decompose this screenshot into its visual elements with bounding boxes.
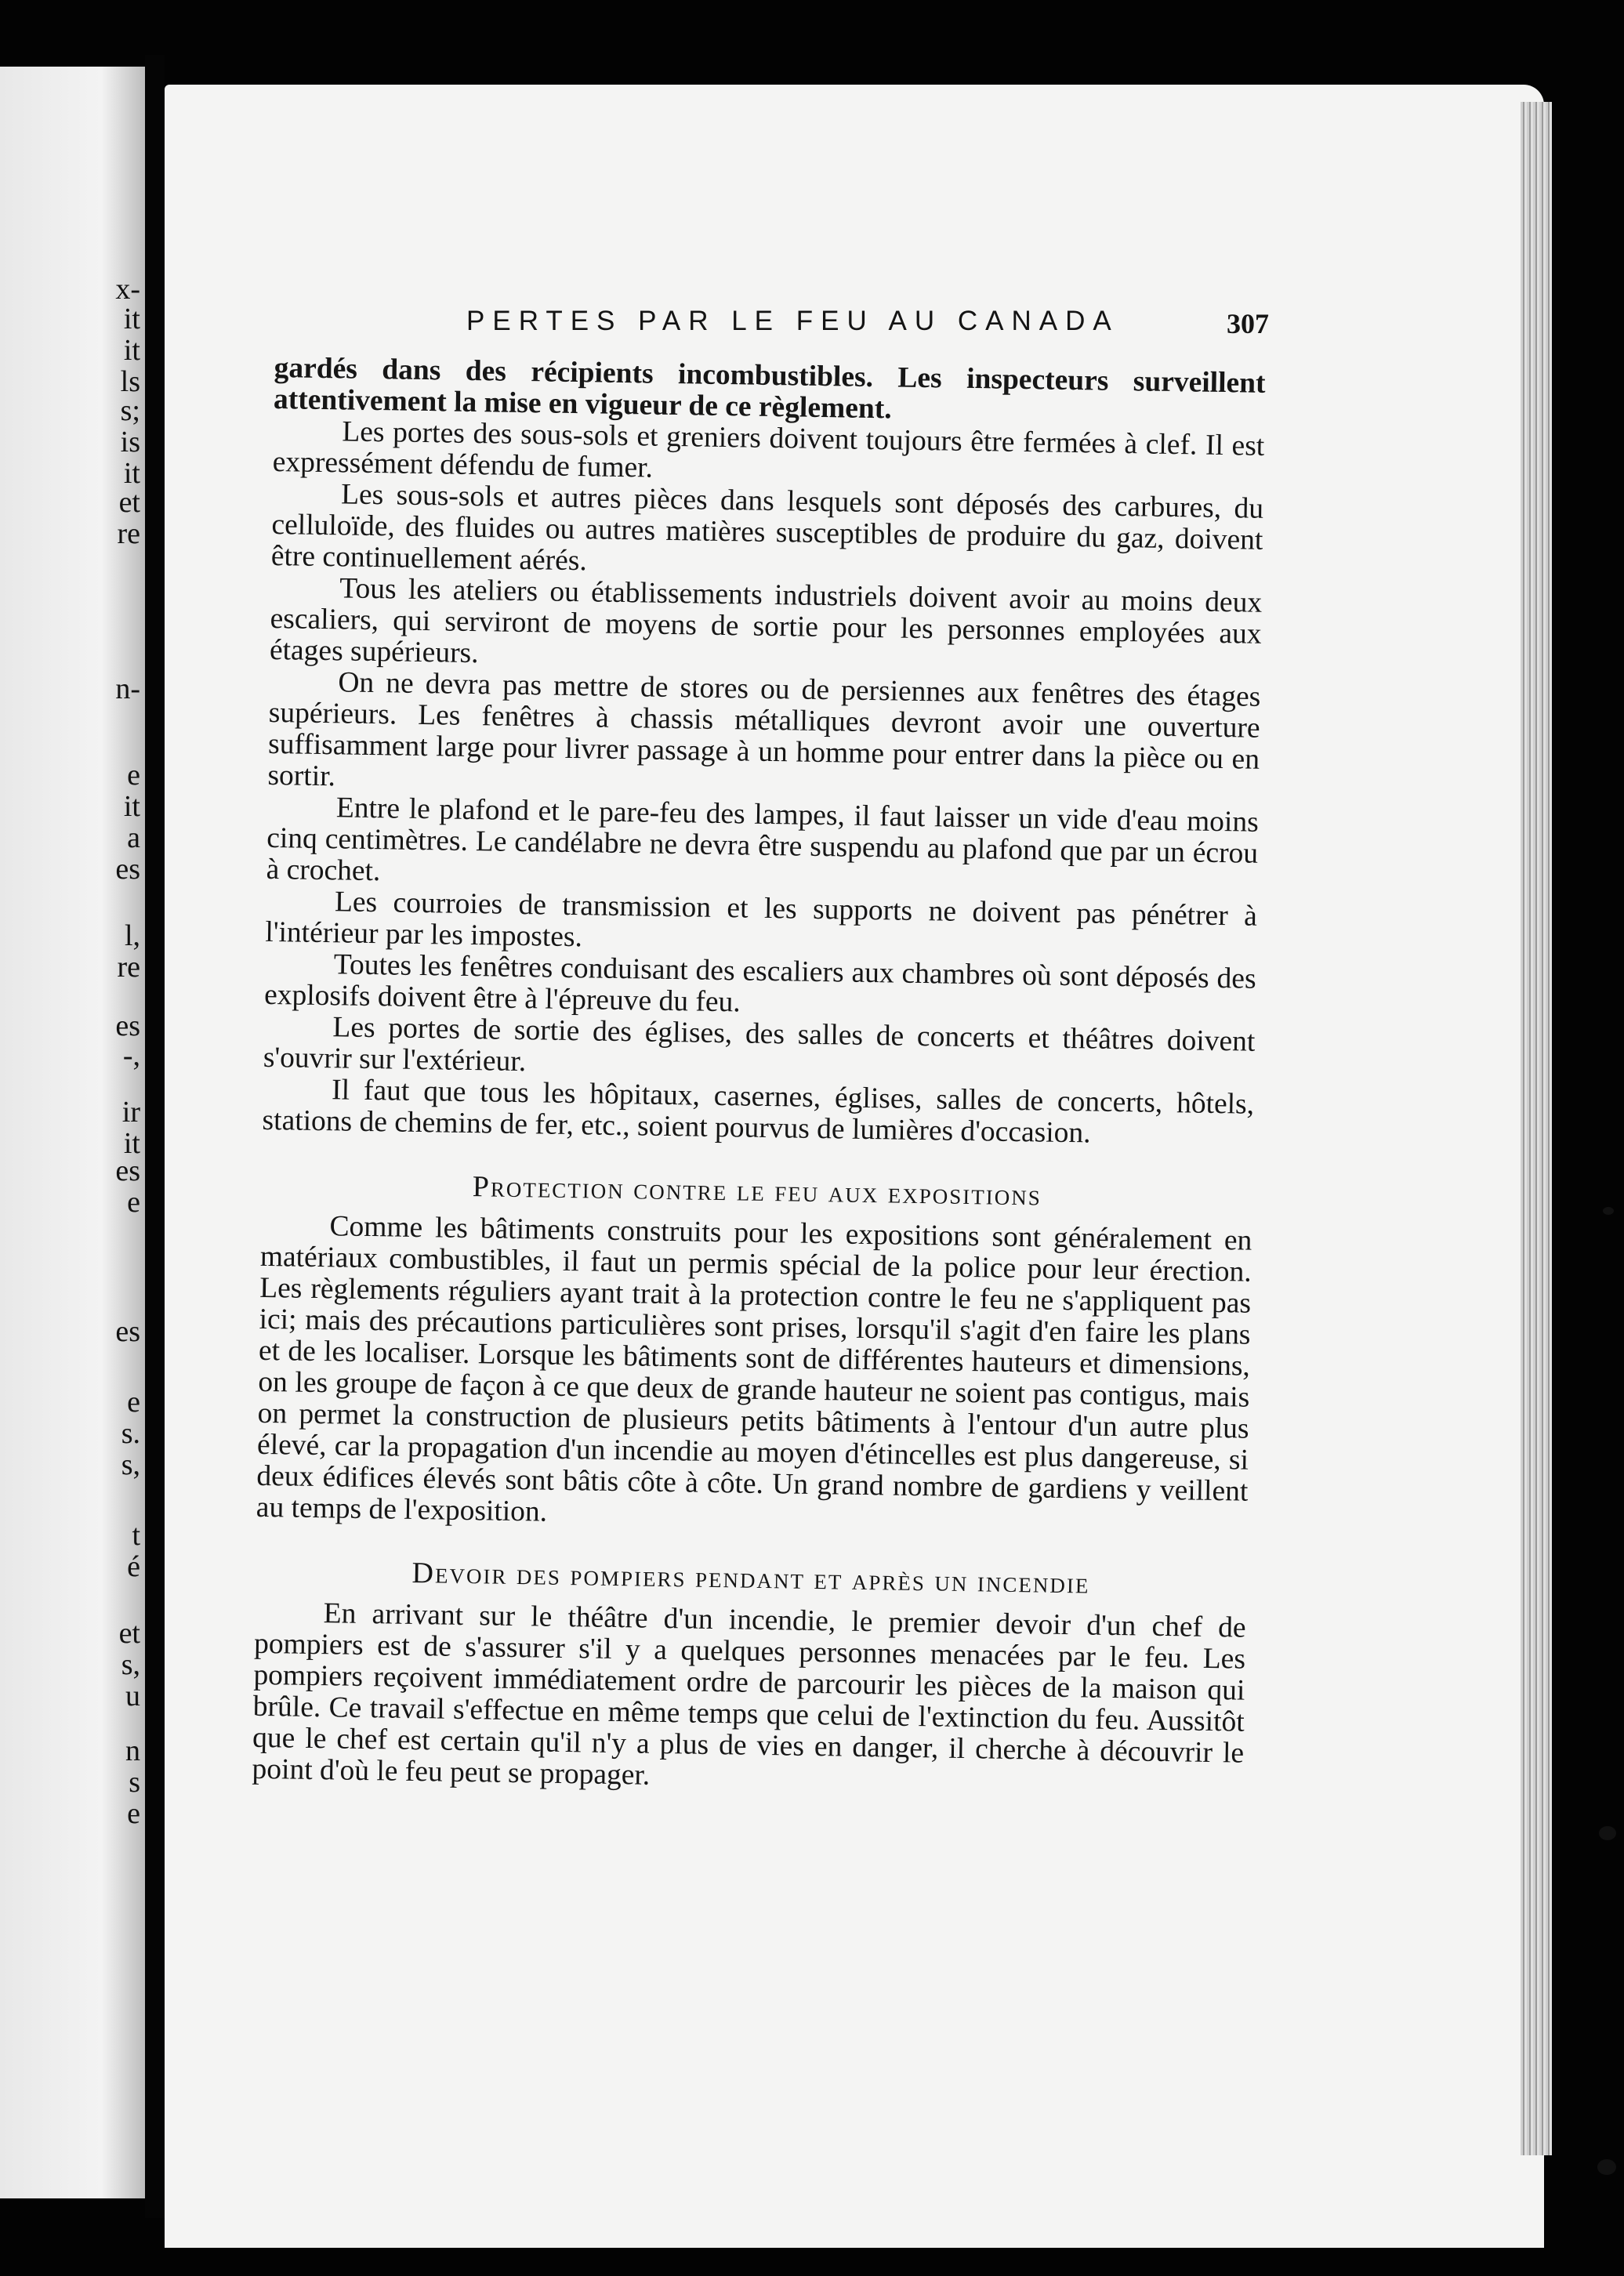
left-page-fragment: ls (120, 365, 140, 398)
scan-speck (1599, 1826, 1616, 1840)
left-page-fragment: n (125, 1734, 140, 1767)
left-page-fragment: it (123, 457, 140, 490)
left-page-fragment: et (118, 486, 140, 519)
body-text (252, 353, 1266, 1801)
paragraph: gardés dans des récipients incombustibles. Les inspecteurs surveillent attentivement la mise en vigueur de ce règlement. (273, 352, 1266, 426)
paragraph: Les courroies de transmission et les supports ne doivent pas pénétrer à l'intérieur par les impostes. (265, 886, 1258, 954)
left-page-fragment: et (118, 1617, 140, 1650)
left-page-fragment: it (123, 1127, 140, 1160)
book-gutter (145, 55, 165, 2218)
paragraph: Comme les bâtiments construits pour les expositions sont généralement en matériaux combustibles, il faut un permis spécial de la police pour leur érection. Les règlements réguliers ayant trait à la protection contre le feu ne s'appliquent pas ici; mais des précautions particulières sont prises, lorsqu'il s'agit d'en faire les plans et de les localiser. Lorsque les bâtiments sont de différentes hauteurs et dimensions, on les groupe de façon à ce que deux de grande hauteur ne soient pas contigus, mais on permet la construction de plusieurs petits bâtiments à l'entour d'un autre plus élevé, car la propagation d'un incendie au moyen d'étincelles est plus dangereuse, si deux édifices élevés sont bâtis côte à côte. Un grand nombre de gardiens y veillent au temps de l'exposition. (256, 1210, 1252, 1528)
left-page-fragment: s. (121, 1417, 140, 1450)
left-page-fragment: t (132, 1519, 140, 1552)
left-page-fragment: s, (121, 1448, 140, 1481)
left-page-fragment: é (127, 1550, 140, 1583)
scan-speck (1597, 2159, 1616, 2175)
paragraph: Tous les ateliers ou établissements industriels doivent avoir au moins deux escaliers, qui serviront de moyens de sortie pour les personnes employées aux étages supérieurs. (269, 572, 1263, 670)
left-page-fragment: it (123, 303, 140, 335)
left-page-fragment: s; (120, 394, 140, 427)
left-page-fragment: re (117, 517, 140, 550)
left-page-fragment: u (125, 1680, 140, 1712)
left-page-fragment: x- (115, 273, 140, 306)
paragraph: Entre le plafond et le pare-feu des lampes, il faut laisser un vide d'eau moins cinq centimètres. Le candélabre ne devra être suspendu au plafond que par un écrou à crochet. (266, 792, 1260, 888)
left-page-fragment: ir (121, 1096, 140, 1129)
page-number: 307 (1227, 308, 1269, 339)
left-page-fragment: e (127, 1797, 140, 1830)
paragraph: Il faut que tous les hôpitaux, casernes, églises, salles de concerts, hôtels, stations de chemins de fer, etc., soient pourvus de lumières d'occasion. (262, 1074, 1255, 1150)
paragraph: Les portes de sortie des églises, des salles de concerts et théâtres doivent s'ouvrir sur l'extérieur. (263, 1011, 1256, 1078)
paragraph: On ne devra pas mettre de stores ou de persiennes aux fenêtres des étages supérieurs. Les fenêtres à chassis métalliques devront avoir une ouverture suffisamment large pour livrer passage à un homme pour entrer dans la pièce ou en sortir. (267, 666, 1261, 793)
section-heading: Devoir des pompiers pendant et après un incendie (411, 1556, 1090, 1600)
left-page-edge-fragments (0, 67, 145, 2198)
left-page-fragment: e (127, 1186, 140, 1219)
left-page-fragment: n- (115, 672, 140, 705)
running-title: PERTES PAR LE FEU AU CANADA (466, 306, 1119, 336)
left-page-fragment: es (115, 1009, 140, 1042)
left-page-fragment: e (127, 759, 140, 792)
left-page-fragment: re (117, 951, 140, 984)
left-page-fragment: it (123, 790, 140, 823)
left-page-fragment: is (120, 426, 140, 458)
left-page-fragment: s, (121, 1648, 140, 1681)
left-page-fragment: es (115, 1315, 140, 1348)
left-page-margin (0, 67, 145, 2198)
paragraph: Toutes les fenêtres conduisant des escaliers aux chambres où sont déposés des explosifs doivent être à l'épreuve du feu. (263, 948, 1256, 1019)
left-page-fragment: es (115, 1154, 140, 1187)
left-page-fragment: e (127, 1386, 140, 1419)
paragraph: Les portes des sous-sols et greniers doivent toujours être fermées à clef. Il est expressément défendu de fumer. (272, 415, 1265, 484)
section-heading: Protection contre le feu aux expositions (472, 1170, 1042, 1212)
left-page-fragment: l, (124, 919, 140, 952)
left-page-fragment: -, (122, 1039, 140, 1072)
page-stack-edge (1521, 102, 1552, 2155)
paragraph: En arrivant sur le théâtre d'un incendie, le premier devoir d'un chef de pompiers est de s'assurer s'il y a quelques personnes menacées par le feu. Les pompiers reçoivent immédiatement ordre de parcourir les pièces de la maison qui brûle. Ce travail s'effectue en même temps que celui de l'extinction du feu. Aussitôt que le chef est certain qu'il n'y a plus de vies en danger, il cherche à découvrir le point d'où le feu peut se propager. (252, 1597, 1246, 1792)
left-page-fragment: s (129, 1766, 140, 1799)
left-page-fragment: a (127, 821, 140, 854)
paragraph: Les sous-sols et autres pièces dans lesquels sont déposés des carbures, du celluloïde, des fluides ou autres matières susceptibles de produire du gaz, doivent être continuellement aérés. (270, 478, 1264, 578)
scan-speck (1603, 1207, 1614, 1215)
left-page-fragment: es (115, 853, 140, 886)
left-page-fragment: it (123, 334, 140, 367)
